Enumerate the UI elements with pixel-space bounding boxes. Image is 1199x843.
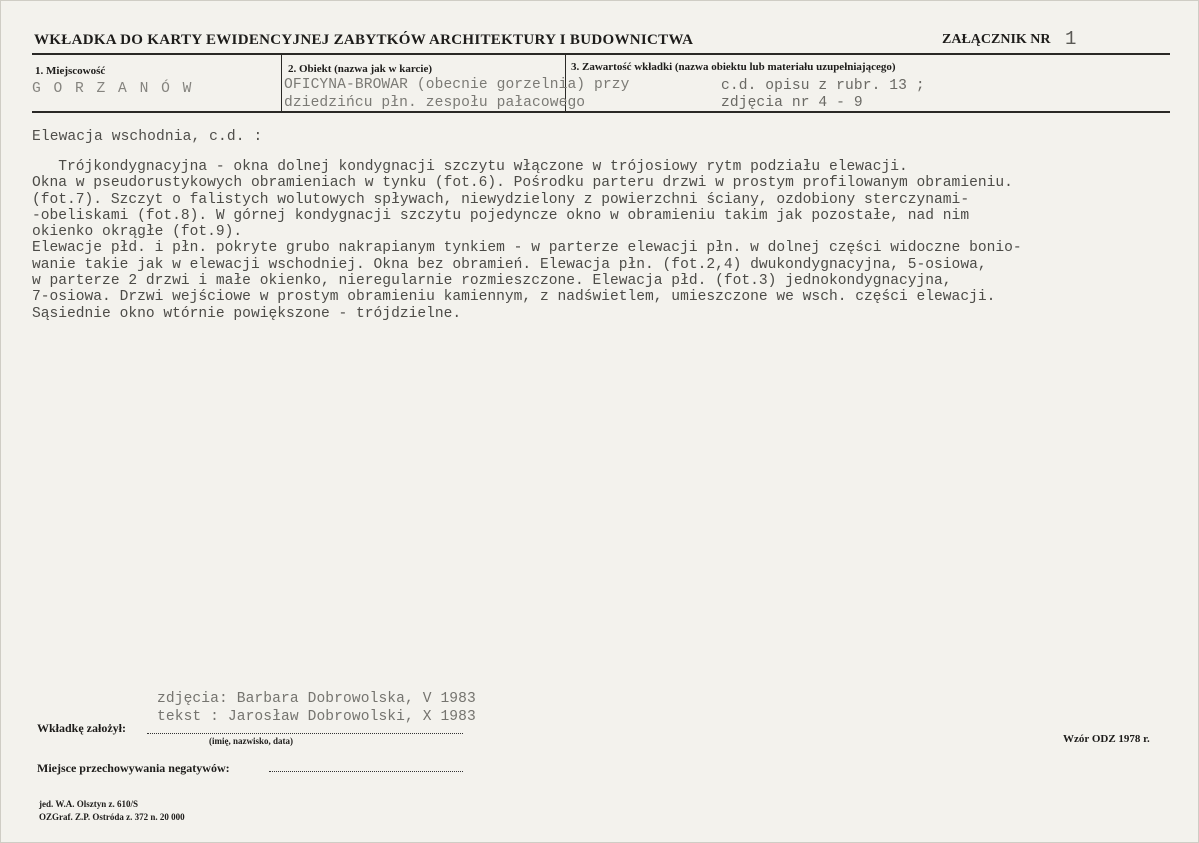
object-label: 2. Obiekt (nazwa jak w karcie) xyxy=(288,63,433,75)
attachment-label: ZAŁĄCZNIK NR xyxy=(942,32,1051,47)
attachment-number: 1 xyxy=(1065,28,1077,50)
contents-value-line1: c.d. opisu z rubr. 13 ; xyxy=(721,78,925,94)
template-label: Wzór ODZ 1978 r. xyxy=(1063,733,1150,745)
header-rule-top xyxy=(32,53,1170,55)
photos-credit: zdjęcia: Barbara Dobrowolska, V 1983 xyxy=(157,691,476,707)
inserted-by-label: Wkładkę założył: xyxy=(37,721,126,735)
name-hint: (imię, nazwisko, data) xyxy=(209,736,293,746)
card-title: WKŁADKA DO KARTY EWIDENCYJNEJ ZABYTKÓW ARCHITEKTURY I BUDOWNICTWA xyxy=(34,32,694,48)
object-value-line2: dziedzińcu płn. zespołu pałacowego xyxy=(284,95,586,111)
header-rule-bottom xyxy=(32,111,1170,113)
print-info-2: OZGraf. Z.P. Ostróda z. 372 n. 20 000 xyxy=(39,812,185,822)
print-info-1: jed. W.A. Olsztyn z. 610/S xyxy=(39,799,139,809)
object-value-line1: OFICYNA-BROWAR (obecnie gorzelnia) przy xyxy=(284,77,630,93)
description-text: Trójkondygnacyjna - okna dolnej kondygnacji szczytu włączone w trójosiowy rytm podziału elewacji. Okna w pseudorustykowych obramieniach w tynku (fot.6). Pośrodku parteru drzwi w prostym profilowanym obramieniu. (fot.7). Szczyt o falistych wolutowych spływach, niewydzielony z powierzchni ściany, ozdobiony sterczynami- -obeliskami (fot.8). W górnej kondygnacji szczytu pojedyncze okno w obramieniu takim jak pozostałe, nad nim okienko okrągłe (fot.9). Elewacje płd. i płn. pokryte grubo nakrapianym tynkiem - w parterze elewacji płn. w dolnej części widoczne bonio- wanie takie jak w elewacji wschodniej. Okna bez obramień. Elewacja płn. (fot.2,4) dwukondygnacyjna, 5-osiowa, w parterze 2 drzwi i małe okienko, nieregularnie rozmieszczone. Elewacja płd. (fot.3) jednokondygnacyjna, 7-osiowa. Drzwi wejściowe w prostym obramieniu kamiennym, z nadświetlem, umieszczone we wsch. części elewacji. Sąsiednie okno wtórnie powiększone - trójdzielne. xyxy=(32,159,1022,322)
storage-line xyxy=(269,771,463,772)
inserted-by-line xyxy=(147,733,463,734)
column-divider-1 xyxy=(281,54,282,112)
locality-value: G O R Z A N Ó W xyxy=(32,81,194,97)
contents-value-line2: zdjęcia nr 4 - 9 xyxy=(721,95,863,111)
text-credit: tekst : Jarosław Dobrowolski, X 1983 xyxy=(157,709,476,725)
locality-label: 1. Miejscowość xyxy=(35,65,106,77)
section-heading: Elewacja wschodnia, c.d. : xyxy=(32,129,263,145)
storage-label: Miejsce przechowywania negatywów: xyxy=(37,761,230,775)
contents-label: 3. Zawartość wkładki (nazwa obiektu lub materiału uzupełniającego) xyxy=(571,61,896,73)
